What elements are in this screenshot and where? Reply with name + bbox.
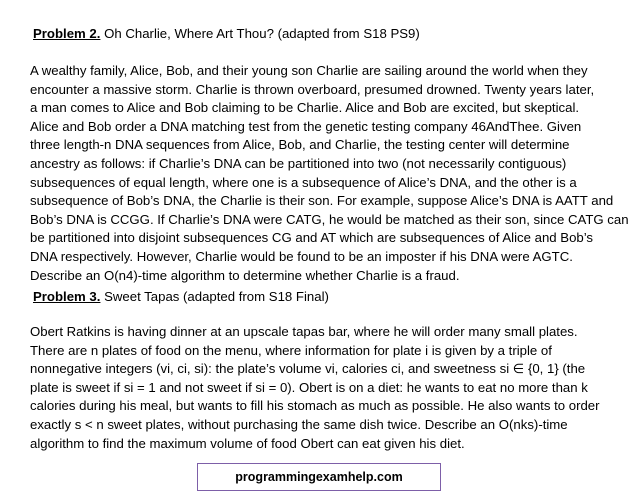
paragraph-line: Alice and Bob order a DNA matching test from the genetic testing company 46AndThee. Given [30, 118, 582, 134]
problem-3-body [30, 323, 620, 453]
paragraph-line: subsequences of equal length, where one is a subsequence of Alice’s DNA, and the other is a [30, 174, 577, 190]
paragraph-line: calories during his meal, but wants to fill his stomach as much as possible. He also wants to order [30, 398, 600, 414]
paragraph-line: encounter a massive storm. Charlie is thrown overboard, presumed drowned. Twenty years later, [30, 81, 595, 97]
problem-2-body [30, 62, 629, 285]
footer-website-link[interactable]: programmingexamhelp.com [235, 470, 403, 484]
problem-3-title: Sweet Tapas (adapted from S18 Final) [100, 289, 329, 304]
paragraph-line: Bob’s DNA is CCGG. If Charlie’s DNA were CATG, he would be matched as their son, since CATG can [30, 211, 629, 227]
paragraph-line: ancestry as follows: if Charlie’s DNA can be partitioned into two (not necessarily contiguous) [30, 155, 567, 171]
paragraph-line: exactly s < n sweet plates, without purchasing the same dish twice. Describe an O(nks)-time [30, 416, 568, 432]
paragraph-line: nonnegative integers (vi, ci, si): the plate’s volume vi, calories ci, and sweetness si ∈ {0, 1} (the [30, 361, 586, 377]
paragraph-line: plate is sweet if si = 1 and not sweet if si = 0). Obert is on a diet: he wants to eat no more than k [30, 379, 588, 395]
problem-2-label: Problem 2. [33, 26, 101, 41]
paragraph-line: be partitioned into disjoint subsequences CG and AT which are subsequences of Alice and Bob’s [30, 230, 594, 246]
paragraph-line: There are n plates of food on the menu, where information for plate i is given by a triple of [30, 342, 552, 358]
paragraph-line: subsequence of Bob’s DNA, the Charlie is their son. For example, suppose Alice’s DNA is AATT and [30, 193, 614, 209]
paragraph-line: a man comes to Alice and Bob claiming to be Charlie. Alice and Bob are excited, but skeptical. [30, 100, 580, 116]
problem-2-title: Oh Charlie, Where Art Thou? (adapted from S18 PS9) [100, 26, 420, 41]
problem-2-heading [33, 26, 420, 42]
problem-3-heading [33, 289, 329, 305]
paragraph-line: three length-n DNA sequences from Alice, Bob, and Charlie, the testing center will determine [30, 137, 570, 153]
paragraph-line: algorithm to find the maximum volume of food Obert can eat given his diet. [30, 435, 465, 451]
paragraph-line: Obert Ratkins is having dinner at an upscale tapas bar, where he will order many small plates. [30, 324, 578, 339]
paragraph-line: DNA respectively. However, Charlie would be found to be an imposter if his DNA were AGTC. [30, 248, 573, 264]
paragraph-line: Describe an O(n4)-time algorithm to determine whether Charlie is a fraud. [30, 267, 460, 283]
problem-3-label: Problem 3. [33, 289, 101, 304]
paragraph-line: A wealthy family, Alice, Bob, and their young son Charlie are sailing around the world when they [30, 63, 588, 78]
footer-website-box[interactable] [197, 463, 441, 491]
